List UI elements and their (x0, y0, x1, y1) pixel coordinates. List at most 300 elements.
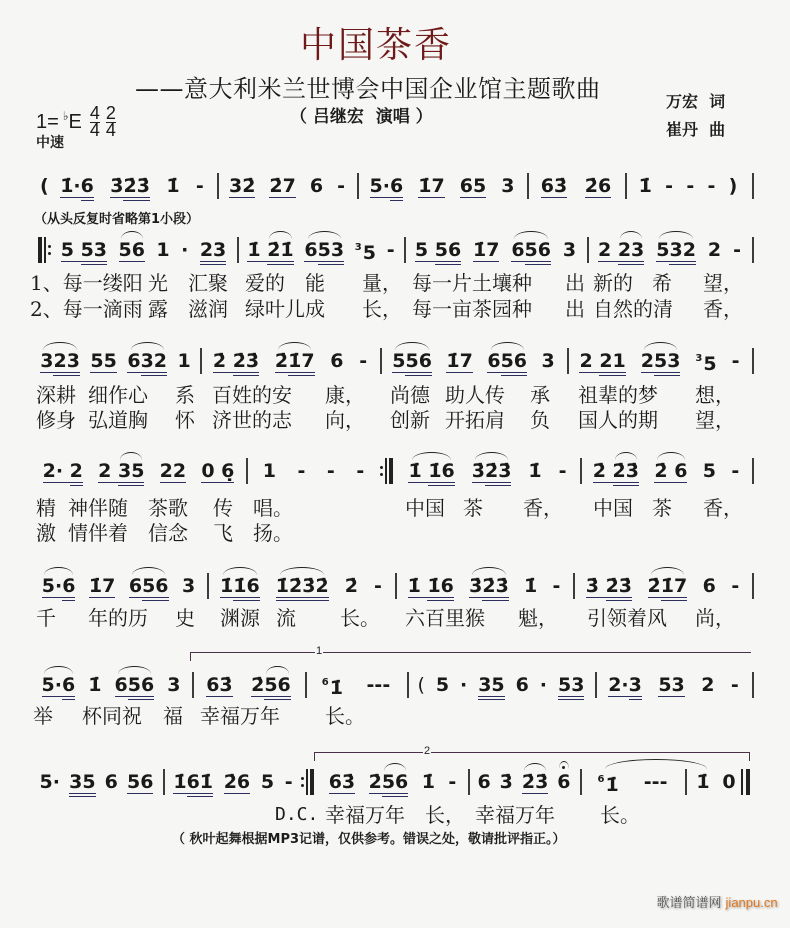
grace-note-group (322, 672, 343, 699)
barline (752, 573, 754, 599)
barline (395, 573, 397, 599)
beat-group (469, 575, 509, 598)
first-ending-bracket (190, 645, 751, 661)
note: 1̇6 (427, 574, 454, 597)
beat-group (220, 575, 260, 598)
beat-group (213, 350, 259, 373)
note: 1̇ (421, 771, 435, 793)
lyric: 绿叶儿成 (245, 297, 325, 321)
note: 1̇2̇3̇2̇ (275, 574, 329, 597)
note: 63̇ (540, 174, 568, 197)
note: 6 (104, 771, 118, 793)
lyric: 唱。 (253, 496, 293, 520)
note: 6 (511, 238, 525, 261)
note: 65 (459, 174, 487, 197)
dash: - (733, 239, 741, 261)
note: 53 (557, 673, 585, 696)
note: 55 (90, 349, 117, 372)
dot: · (539, 674, 548, 696)
dash: - (558, 460, 567, 482)
beat-group (608, 674, 642, 697)
beat-group (61, 239, 107, 262)
note: 1̇ (247, 238, 268, 261)
beat-group (487, 350, 527, 373)
lyrics-row-3-verse-2 (0, 409, 790, 431)
dash: --- (366, 674, 391, 696)
note: 2 (597, 238, 618, 261)
lyric: 茶 (652, 496, 672, 520)
lyrics-row-4-verse-2 (0, 522, 790, 544)
barline (380, 348, 382, 374)
measure (212, 575, 390, 597)
lyric: 康， (325, 383, 365, 407)
time-sig-numerator: 2 (105, 103, 116, 123)
second-ending-label: 2 (424, 745, 431, 757)
note: 1̇ (407, 574, 428, 597)
note: 6 (61, 673, 76, 696)
notation-row-7 (0, 770, 790, 796)
barline (580, 458, 582, 484)
lyric: 史 (175, 606, 195, 630)
measure (55, 239, 232, 261)
beat-group (641, 350, 681, 373)
lyric: 希 (652, 271, 672, 295)
measure (385, 350, 562, 372)
note: 2 (579, 349, 600, 372)
dash: - (731, 460, 740, 482)
note: 3 (40, 349, 54, 372)
dash: - (448, 771, 457, 793)
measure (572, 349, 747, 375)
beat-group (42, 575, 76, 598)
note: 3 (541, 350, 555, 372)
note: 1̇7 (660, 574, 688, 597)
note: 56 (381, 770, 409, 793)
lyric: 飞 (213, 521, 233, 545)
measure (600, 674, 747, 696)
measure (252, 460, 375, 482)
lyric: 香， (703, 496, 743, 520)
lyric: 助人传 (445, 383, 505, 407)
tempo-marking: 中速 (36, 135, 64, 151)
performer: （ 吕继宏 演唱 ） (290, 107, 433, 127)
repeat-instruction: （从头反复时省略第1小段） (34, 212, 200, 227)
time-signature-1 (89, 103, 100, 140)
barline (625, 173, 627, 199)
beat-group (127, 350, 167, 373)
note: 23 (617, 238, 645, 261)
lyric: 精 (36, 496, 56, 520)
dash: - (730, 674, 739, 696)
lyric: 国人的期 (578, 408, 658, 432)
lyric: 尚德 (390, 383, 430, 407)
open-paren: ( (417, 674, 425, 696)
rest: 0 (722, 771, 736, 793)
beat-group (251, 674, 291, 697)
beat-group (43, 460, 83, 483)
note: 2 (69, 459, 83, 482)
beat-group (656, 239, 696, 262)
measure (222, 175, 352, 197)
lyric: 望， (703, 271, 743, 295)
note: 2· (608, 673, 629, 696)
da-capo-mark: D.C. (275, 804, 319, 825)
barline (595, 672, 597, 698)
note: 2̇3̇ (482, 574, 509, 597)
song-title: 中国茶香 (299, 25, 452, 66)
note: 6 (304, 238, 318, 261)
dash: - (707, 175, 716, 197)
note: 2̇3̇ (605, 574, 633, 597)
beat-group (60, 175, 94, 198)
measure (322, 771, 463, 793)
note: 1̇6 (428, 459, 455, 482)
note: 2̇ (251, 673, 265, 696)
barline (305, 672, 307, 698)
repeat-start-sign (38, 237, 42, 263)
lyric: 神伴随 (68, 496, 128, 520)
lyrics-row-2-verse-1 (0, 272, 790, 294)
note: 56 (126, 770, 154, 793)
dash: --- (643, 771, 668, 793)
lyric: 幸福万年 (325, 803, 405, 827)
note: 6 (128, 574, 143, 597)
beat-group (115, 674, 155, 697)
note: 2̇6 (223, 770, 251, 793)
note: 1̇ (166, 175, 180, 197)
beat-group (579, 350, 625, 373)
note: 6 (487, 349, 501, 372)
lyric: 长。 (325, 704, 365, 728)
note: 2̇3̇ (521, 770, 549, 793)
lyric: 香， (703, 297, 743, 321)
beat-group (586, 575, 632, 598)
barline (527, 173, 529, 199)
barline (200, 348, 202, 374)
beat-group (415, 239, 461, 262)
note: 1 (262, 460, 276, 482)
thick-bar (746, 769, 750, 795)
lyric: 负 (530, 408, 550, 432)
barline (567, 348, 569, 374)
grace-note: 3 (354, 241, 362, 253)
note: 6 (702, 575, 716, 597)
note: 2 (707, 239, 722, 261)
measure (409, 239, 582, 261)
note: 6 (62, 574, 76, 597)
note: 32 (140, 349, 168, 372)
time-signature-2 (105, 103, 116, 140)
lyric: 出 (565, 271, 585, 295)
note: 1̇ (638, 175, 652, 197)
note: 53 (658, 673, 685, 696)
note: 23 (53, 349, 80, 372)
key-signature (36, 103, 116, 140)
measure (473, 771, 575, 793)
note: 2 (640, 349, 654, 372)
beat-group (370, 175, 404, 198)
note: 5· (369, 174, 390, 197)
lyric: 渊源 (220, 606, 260, 630)
barline (237, 237, 239, 263)
beat-group (110, 175, 150, 198)
lyric: 爱的 (245, 271, 285, 295)
note: 1̇ (329, 676, 343, 699)
lyric: 新的 (593, 271, 633, 295)
note: 56 (434, 238, 462, 261)
note: 1̇6 (233, 574, 260, 597)
note: 53 (653, 349, 681, 372)
notation-row-5 (0, 575, 790, 597)
beat-group (392, 350, 432, 373)
note: 5 (435, 674, 450, 696)
note: 2̇7 (269, 174, 296, 197)
lyric: 汇聚 (188, 271, 228, 295)
watermark-cn: 歌谱简谱网 (656, 896, 722, 911)
time-sig-denominator: 4 (105, 120, 116, 140)
barline (407, 672, 409, 698)
beat-group (42, 674, 76, 697)
dot: · (460, 674, 468, 696)
lyric: 1、每一缕阳 (30, 271, 143, 295)
note: 5 (392, 349, 406, 372)
time-sig-numerator: 4 (89, 103, 100, 123)
dot: · (181, 239, 189, 261)
measure (52, 175, 212, 197)
lyric: 福 (163, 704, 183, 728)
dash: - (686, 175, 695, 197)
notation-row-6 (0, 673, 790, 699)
lyric: 修身 (36, 408, 76, 432)
barline (752, 173, 754, 199)
measure (585, 771, 680, 796)
note: 2̇ (592, 459, 613, 482)
note: 32 (669, 238, 696, 261)
lyric: 情伴着 (68, 521, 128, 545)
lyric: 能 (305, 271, 325, 295)
barline (573, 573, 575, 599)
note: 2̇ (344, 575, 358, 597)
repeat-end-sign (380, 458, 394, 484)
barline (580, 769, 582, 795)
note: 35 (478, 673, 505, 696)
note: 1̇7 (418, 174, 445, 197)
thick-bar (389, 458, 393, 484)
lyric: 光 (148, 271, 168, 295)
lyric: 信念 (148, 521, 188, 545)
note: 35 (117, 459, 145, 482)
note: 32̇ (228, 174, 256, 197)
measure (310, 674, 402, 699)
note: 56 (127, 673, 155, 696)
lyric: 茶歌 (148, 496, 188, 520)
repeat-end-sign (301, 769, 315, 795)
note: 23 (199, 238, 227, 261)
note: 5 (656, 238, 670, 261)
note: 6 (80, 174, 94, 197)
lyric: 长。 (600, 803, 640, 827)
barline (752, 348, 754, 374)
lyric: 怀 (175, 408, 195, 432)
note: 56 (524, 238, 551, 261)
composer: 崔丹 曲 (666, 120, 726, 139)
lyric: 传 (213, 496, 233, 520)
note: 3̇ (471, 459, 485, 482)
beat-group (129, 575, 169, 598)
note: 1̇7 (288, 349, 315, 372)
note: 3 (167, 674, 181, 696)
note: 6 (330, 350, 344, 372)
measure (35, 771, 158, 793)
lyric: 香， (523, 496, 563, 520)
note: 5 (702, 460, 717, 482)
dash: - (337, 175, 345, 197)
note: 1̇ (88, 674, 102, 696)
note-with-fermata: 6 (557, 771, 571, 793)
lyric: 开拓肩 (445, 408, 505, 432)
measure (362, 175, 522, 197)
note: 3̇ (499, 771, 513, 793)
note: 5· (41, 673, 62, 696)
lyric: 流 (276, 606, 296, 630)
measure (35, 674, 187, 696)
measure (168, 771, 298, 793)
beat-group (369, 771, 409, 794)
note: 5 (362, 241, 376, 264)
lyric: 扬。 (253, 521, 293, 545)
note: 56 (142, 574, 169, 597)
flat-icon: ♭ (62, 109, 69, 123)
note: 56 (264, 673, 291, 696)
dash: - (374, 575, 382, 597)
lyric: 望， (695, 408, 735, 432)
note: 3̇ (469, 574, 483, 597)
measure (690, 771, 742, 793)
note: 6 (477, 771, 491, 793)
note: 2̇ 6 (654, 459, 688, 482)
dash: - (297, 460, 306, 482)
note: 22 (159, 459, 187, 482)
note: 6 (127, 349, 141, 372)
barline (468, 769, 470, 795)
lyric: 每一亩茶园种 (412, 297, 532, 321)
note: 53 (317, 238, 345, 261)
lyric: 中国 (593, 496, 633, 520)
note: 56 (500, 349, 528, 372)
note: 3 (562, 239, 577, 261)
note: 3 (182, 575, 196, 597)
lyric: 千 (36, 606, 56, 630)
note: 5 (703, 352, 717, 375)
lyric: 系 (175, 383, 195, 407)
measure (35, 460, 242, 482)
note: 2̇ (368, 770, 382, 793)
lyric: 杯同祝 (82, 704, 142, 728)
note: 5 (414, 238, 435, 261)
measure (578, 575, 747, 597)
note: 3 (501, 175, 515, 197)
open-paren: ( (40, 175, 49, 197)
first-ending-label: 1 (316, 645, 323, 657)
watermark-url: jianpu.cn (725, 895, 778, 910)
beat-group (593, 460, 639, 483)
lyric: 激 (36, 521, 56, 545)
barline (752, 672, 754, 698)
note: 21 (599, 349, 626, 372)
note: 1̇7 (446, 349, 473, 372)
lyric: 深耕 (36, 383, 76, 407)
lyric: 滋润 (188, 297, 228, 321)
lyric: 幸福万年 (475, 803, 555, 827)
note: 5· (39, 771, 60, 793)
final-barline (737, 769, 751, 795)
note: 35 (69, 770, 96, 793)
dash: - (386, 239, 395, 261)
beat-group (304, 239, 344, 262)
second-ending-bracket (314, 745, 750, 761)
dash: - (665, 175, 674, 197)
beat-group (648, 575, 688, 598)
lyrics-row-2-verse-2 (0, 298, 790, 320)
note: 2̇3̇ (612, 459, 639, 482)
lyric: 向， (325, 408, 365, 432)
note: 56 (405, 349, 432, 372)
note: 1̇ (605, 773, 619, 796)
lyric: 弘道胸 (88, 408, 148, 432)
barline (246, 458, 248, 484)
beat-group (408, 460, 454, 483)
barline (217, 173, 219, 199)
lyric: 出 (565, 297, 585, 321)
measure (400, 575, 568, 597)
dash: - (731, 350, 740, 372)
lyricist: 万宏 词 (666, 92, 726, 111)
lyric: 举 (33, 704, 53, 728)
close-paren: ) (728, 175, 738, 197)
note: 2̇3̇ (232, 349, 260, 372)
grace-note: 6 (597, 773, 605, 785)
beat-group (173, 771, 213, 794)
note: 1̇ (173, 770, 187, 793)
barline (404, 237, 406, 263)
dash: - (359, 350, 368, 372)
lyrics-row-5 (0, 607, 790, 629)
transcriber-footnote: （ 秋叶起舞根据MP3记谱，仅供参考。错误之处，敬请批评指正。） (172, 832, 566, 847)
note: 2· (42, 459, 70, 482)
note: 2̇ (647, 574, 661, 597)
beat-group (98, 460, 144, 483)
lyric: 长， (425, 803, 465, 827)
lyric: 细作心 (88, 383, 148, 407)
note: 1̇· (60, 174, 81, 197)
note: 5 (260, 771, 275, 793)
note: 2 (701, 674, 715, 696)
lyric: 想， (695, 383, 735, 407)
notation-row-3 (0, 349, 790, 375)
barline (587, 237, 589, 263)
lyric: 魁， (518, 606, 558, 630)
grace-note: 6 (321, 676, 329, 688)
notation-row-4 (0, 460, 790, 482)
lyric: 露 (148, 297, 168, 321)
time-sig-denominator: 4 (89, 120, 100, 140)
key-note: E (68, 111, 82, 133)
measure (632, 175, 744, 197)
beat-group (408, 575, 454, 598)
beat-group (247, 239, 293, 262)
measure (400, 460, 575, 482)
lyric: 济世的志 (212, 408, 292, 432)
